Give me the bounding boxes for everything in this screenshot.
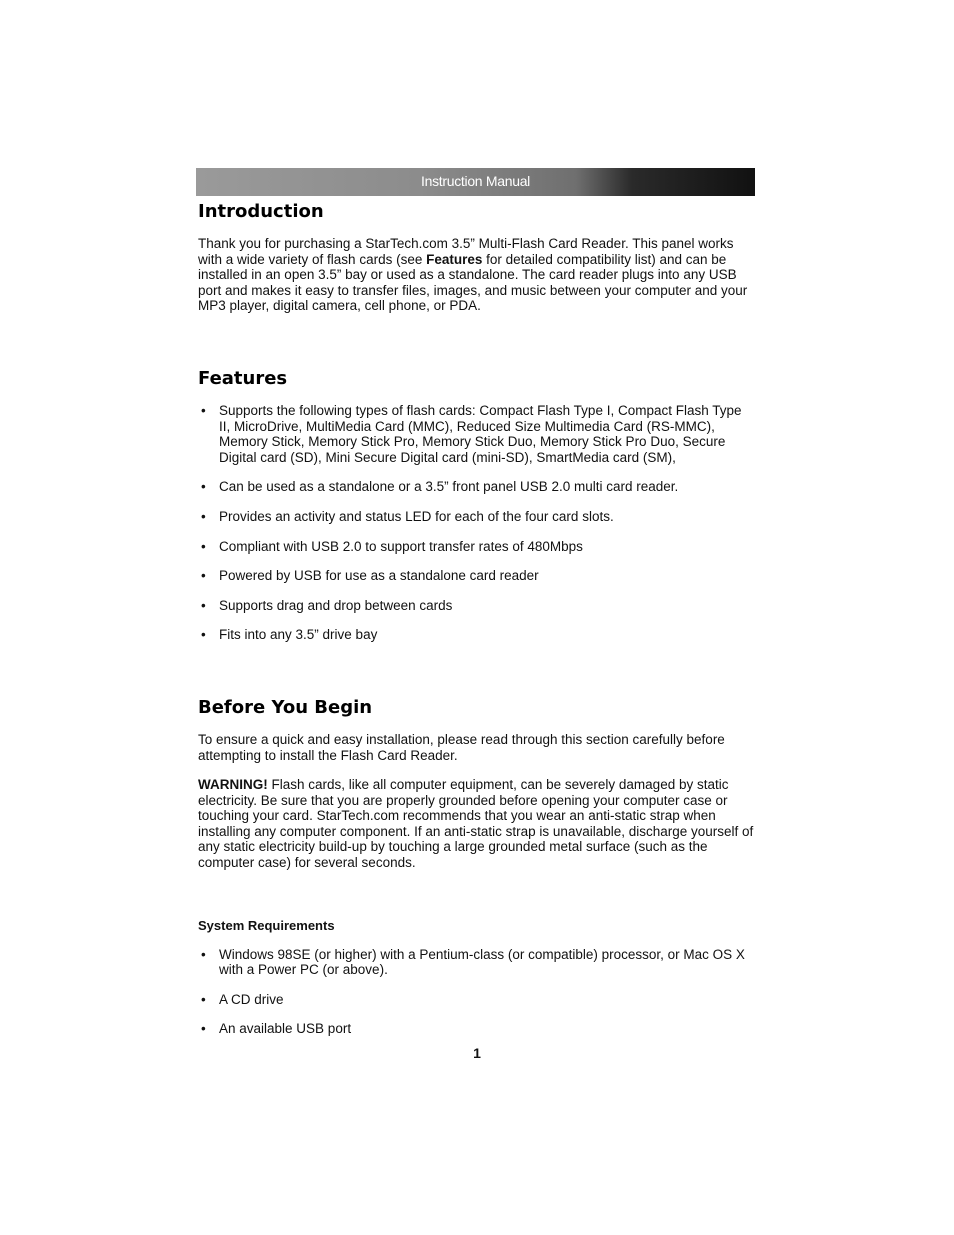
features-list bbox=[198, 403, 756, 643]
list-item: • Compliant with USB 2.0 to support transfer rates of 480Mbps bbox=[201, 538, 583, 554]
introduction-paragraph: Thank you for purchasing a StarTech.com 3.5” Multi-Flash Card Reader. This panel works with a wide variety of flash cards (see Features for detailed compatibility list) and can be installed in an open 3.5” bay or used as a standalone. The card reader plugs into any USB port and makes it easy to transfer files, images, and music between your computer and your MP3 player, digital camera, cell phone, or PDA. bbox=[198, 236, 748, 314]
list-item: • Supports drag and drop between cards bbox=[201, 597, 453, 613]
before-you-begin-heading: Before You Begin bbox=[198, 696, 373, 718]
page-content bbox=[198, 198, 756, 1037]
page-number: 1 bbox=[473, 1045, 481, 1061]
list-item: • Powered by USB for use as a standalone card reader bbox=[201, 568, 539, 584]
list-item: • Fits into any 3.5” drive bay bbox=[201, 627, 378, 643]
list-item: • Provides an activity and status LED for each of the four card slots. bbox=[201, 508, 614, 524]
introduction-heading: Introduction bbox=[198, 201, 324, 222]
features-heading: Features bbox=[198, 367, 288, 389]
list-item: • Windows 98SE (or higher) with a Pentium-class (or compatible) processor, or Mac OS X with a Power PC (or above). bbox=[201, 946, 745, 978]
list-item: • An available USB port bbox=[201, 1021, 352, 1037]
list-item: • Supports the following types of flash cards: Compact Flash Type I, Compact Flash Type II, MicroDrive, MultiMedia Card (MMC), Reduced Size Multimedia Card (RS-MMC), Memory Stick, Memory Stick Pro, Memory Stick Duo, Memory Stick Pro Duo, Secure Digital card (SD), Mini Secure Digital card (mini-SD), SmartMedia card (SM), bbox=[201, 402, 742, 465]
header-bar bbox=[196, 168, 755, 196]
warning-label: WARNING! bbox=[198, 777, 268, 793]
system-requirements-list bbox=[198, 947, 756, 1037]
list-item: • Can be used as a standalone or a 3.5” front panel USB 2.0 multi card reader. bbox=[201, 479, 679, 495]
system-requirements-heading: System Requirements bbox=[198, 917, 335, 933]
warning-paragraph: WARNING! Flash cards, like all computer equipment, can be severely damaged by static electricity. Be sure that you are properly grounded before opening your computer case or touching your card. StarTech.com recommends that you wear an anti-static strap when installing any computer component. If an anti-static strap is unavailable, discharge yourself of any static electricity build-up by touching a large grounded metal surface (such as the computer case) for several seconds. bbox=[198, 777, 754, 871]
features-reference: Features bbox=[426, 251, 483, 267]
before-you-begin-paragraph: To ensure a quick and easy installation, please read through this section carefully before attempting to install the Flash Card Reader. bbox=[198, 731, 725, 763]
list-item: • A CD drive bbox=[201, 991, 284, 1007]
header-title: Instruction Manual bbox=[421, 173, 530, 189]
